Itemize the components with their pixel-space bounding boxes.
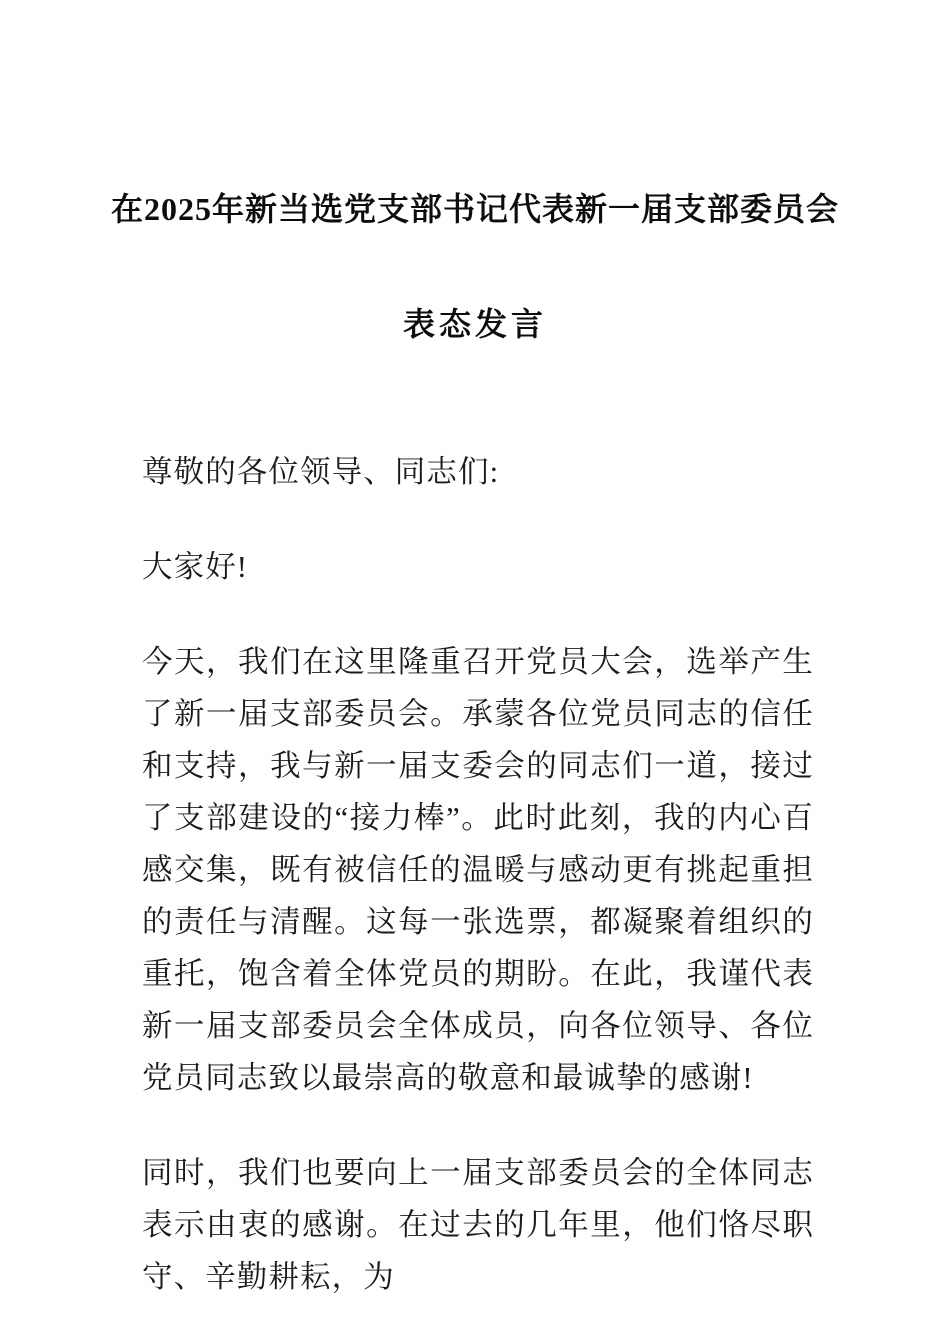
document-title (0, 152, 950, 382)
body-paragraph-1: 今天，我们在这里隆重召开党员大会，选举产生了新一届支部委员会。承蒙各位党员同志的信任和支持，我与新一届支委会的同志们一道，接过了支部建设的“接力棒”。此时此刻，我的内心百感交集，既有被信任的温暖与感动更有挑起重担的责任与清醒。这每一张选票，都凝聚着组织的重托，饱含着全体党员的期盼。在此，我谨代表新一届支部委员会全体成员，向各位领导、各位党员同志致以最崇高的敬意和最诚挚的感谢! (142, 645, 814, 1095)
document-body (142, 446, 814, 1303)
document-title-line-1: 在2025年新当选党支部书记代表新一届支部委员会 (110, 191, 839, 227)
document-title-line-2: 表态发言 (402, 306, 547, 342)
salutation-line: 尊敬的各位领导、同志们: (142, 455, 500, 489)
body-paragraph-2: 同时，我们也要向上一届支部委员会的全体同志表示由衷的感谢。在过去的几年里，他们恪尽职守、辛勤耕耘，为 (142, 1156, 814, 1294)
greeting-line: 大家好! (142, 550, 249, 584)
